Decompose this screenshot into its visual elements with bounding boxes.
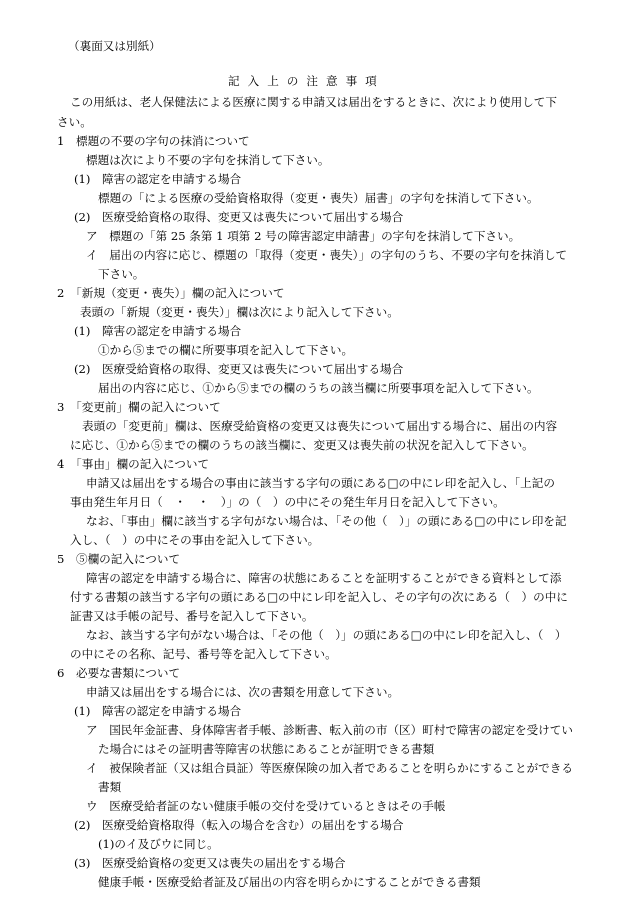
section-2-item-1-body: ①から⑤までの欄に所要事項を記入して下さい。 [98, 343, 354, 357]
section-5-line-4: なお、該当する字句がない場合は、「その他（ ）」の頭にある□の中にレ印を記入し、（ ） [86, 628, 567, 642]
section-4-line-2: 事由発生年月日（ ・ ・ ）」の（ ）の中にその発生年月日を記入して下さい。 [70, 495, 505, 509]
header-note: （裏面又は別紙） [68, 39, 161, 53]
section-6-item-1-c: ウ 医療受給者証のない健康手帳の交付を受けているときはその手帳 [86, 799, 446, 813]
section-6-item-1-b-line-2: 書類 [98, 780, 122, 794]
section-6-item-1-a-line-1: ア 国民年金証書、身体障害者手帳、診断書、転入前の市（区）町村で障害の認定を受けてい [86, 723, 573, 737]
section-2-item-2-body: 届出の内容に応じ、①から⑤までの欄のうちの該当欄に所要事項を記入して下さい。 [98, 381, 539, 395]
intro-line-1: この用紙は、老人保健法による医療に関する申請又は届出をするときに、次により使用して下 [70, 95, 557, 109]
section-1-item-2-a: ア 標題の「第 25 条第 1 項第 2 号の障害認定申請書」の字句を抹消して下さい。 [86, 229, 521, 243]
section-1-item-1-heading: (1) 障害の認定を申請する場合 [74, 172, 242, 186]
section-5-line-2: 付する書類の該当する字句の頭にある□の中にレ印を記入し、その字句の次にある（ ）の中に [70, 590, 568, 604]
section-6-item-3-heading: (3) 医療受給資格の変更又は喪失の届出をする場合 [74, 856, 346, 870]
section-6-item-1-heading: (1) 障害の認定を申請する場合 [74, 704, 242, 718]
section-5-line-1: 障害の認定を申請する場合に、障害の状態にあることを証明することができる資料として添 [86, 571, 562, 585]
section-4-line-1: 申請又は届出をする場合の事由に該当する字句の頭にある□の中にレ印を記入し、「上記の [86, 476, 555, 490]
section-6-item-3-body: 健康手帳・医療受給者証及び届出の内容を明らかにすることができる書類 [98, 875, 481, 889]
section-6-body: 申請又は届出をする場合には、次の書類を用意して下さい。 [86, 685, 400, 699]
section-1-item-2-heading: (2) 医療受給資格の取得、変更又は喪失について届出する場合 [74, 210, 404, 224]
section-1-body: 標題は次により不要の字句を抹消して下さい。 [86, 153, 330, 167]
section-2-item-1-heading: (1) 障害の認定を申請する場合 [74, 324, 242, 338]
intro-line-2: さい。 [57, 115, 92, 129]
section-1-item-2-b-line-2: 下さい。 [98, 267, 145, 281]
section-3-heading: 3 「変更前」欄の記入について [57, 400, 221, 414]
section-2-item-2-heading: (2) 医療受給資格の取得、変更又は喪失について届出する場合 [74, 362, 404, 376]
section-3-line-2: に応じ、①から⑤までの欄のうちの該当欄に、変更又は喪失前の状況を記入して下さい。 [70, 438, 534, 452]
section-5-line-5: の中にその名称、記号、番号等を記入して下さい。 [70, 647, 337, 661]
section-3-line-1: 表頭の「変更前」欄は、医療受給資格の変更又は喪失について届出する場合に、届出の内容 [82, 419, 558, 433]
section-1-item-1-body: 標題の「による医療の受給資格取得（変更・喪失）届書」の字句を抹消して下さい。 [98, 191, 539, 205]
section-2-heading: 2 「新規（変更・喪失）」欄の記入について [57, 286, 285, 300]
section-4-heading: 4 「事由」欄の記入について [57, 457, 210, 471]
section-6-item-2-body: (1)のイ及びウに同じ。 [98, 837, 219, 851]
section-6-item-2-heading: (2) 医療受給資格取得（転入の場合を含む）の届出をする場合 [74, 818, 404, 832]
section-6-heading: 6 必要な書類について [57, 666, 181, 680]
section-5-heading: 5 ⑤欄の記入について [57, 552, 181, 566]
section-4-line-4: 入し、（ ）の中にその事由を記入して下さい。 [70, 533, 320, 547]
section-5-line-3: 証書又は手帳の記号、番号を記入して下さい。 [70, 609, 314, 623]
section-6-item-1-b-line-1: イ 被保険者証（又は組合員証）等医療保険の加入者であることを明らかにすることができる [86, 761, 573, 775]
page-title: 記入上の注意事項 [228, 74, 385, 88]
section-1-heading: 1 標題の不要の字句の抹消について [57, 134, 250, 148]
section-4-line-3: なお、「事由」欄に該当する字句がない場合は、「その他（ ）」の頭にある□の中にレ印を記 [86, 514, 567, 528]
section-2-body: 表頭の「新規（変更・喪失）」欄は次により記入して下さい。 [80, 305, 399, 319]
section-1-item-2-b-line-1: イ 届出の内容に応じ、標題の「取得（変更・喪失）」の字句のうち、不要の字句を抹消して [86, 248, 568, 262]
section-6-item-1-a-line-2: た場合にはその証明書等障害の状態にあることが証明できる書類 [98, 742, 435, 756]
